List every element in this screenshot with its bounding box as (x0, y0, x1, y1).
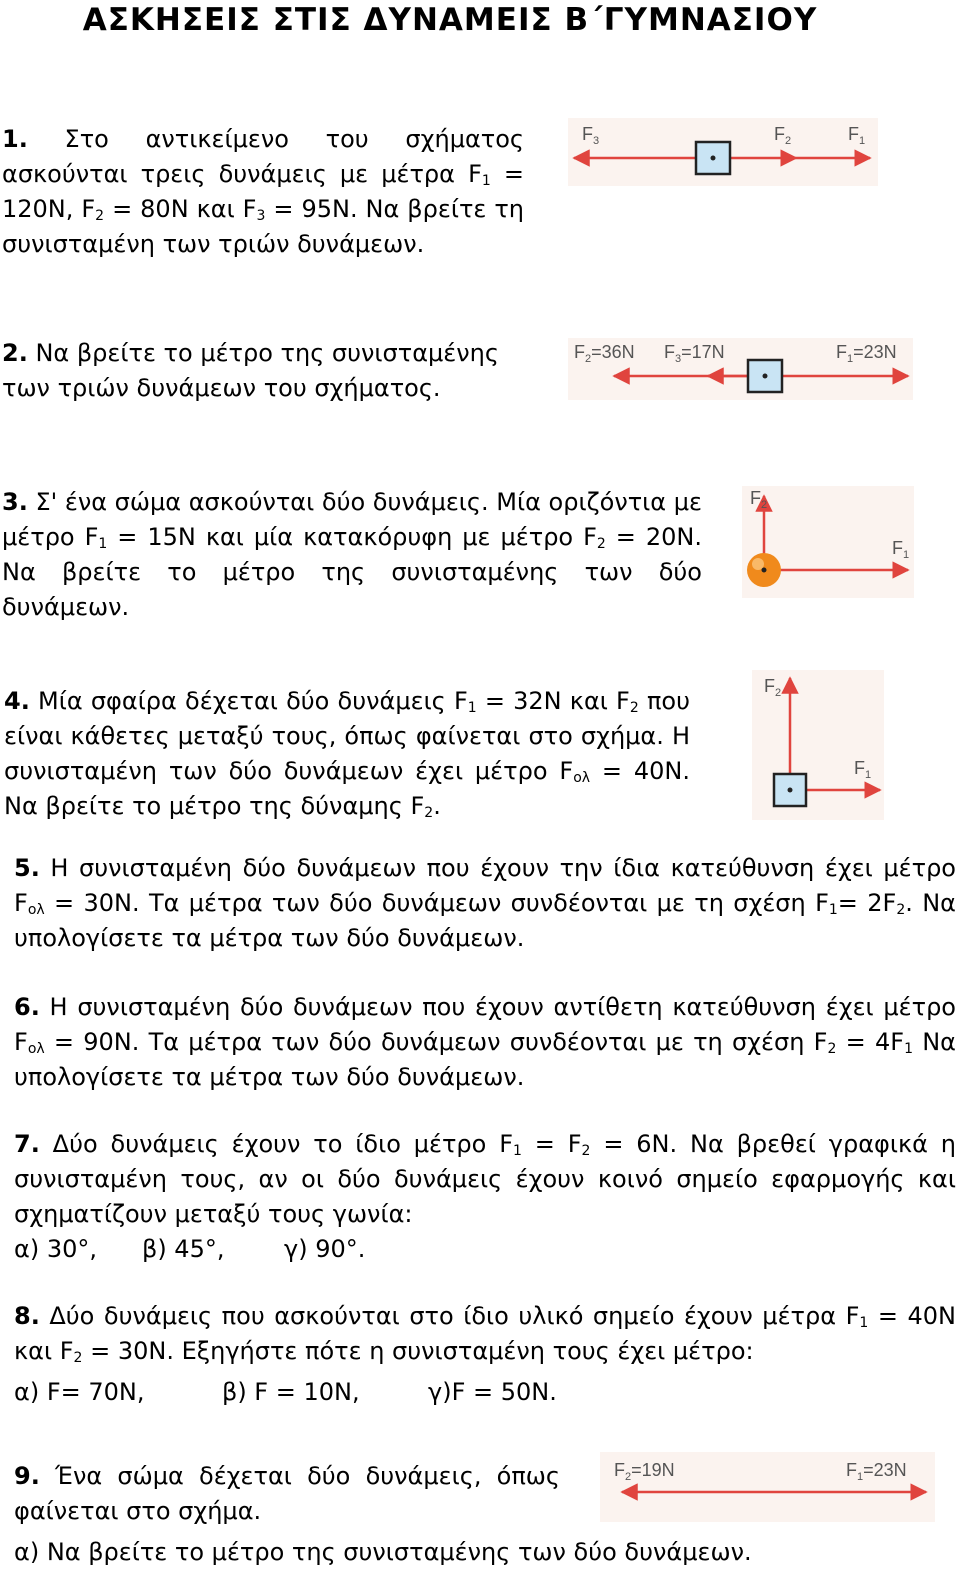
exercise-number: 8. (14, 1302, 40, 1330)
option-a: α) 30°, (14, 1235, 97, 1263)
svg-text:F3=17N: $F_3=17N$ (664, 342, 725, 365)
option-b: β) 45°, (142, 1235, 225, 1263)
svg-text:F1: $F_1$ (848, 124, 866, 147)
exercise-number: 4. (4, 687, 30, 715)
exercise-number: 6. (14, 993, 40, 1021)
exercise-9-text: 9. Ένα σώμα δέχεται δύο δυνάμεις, όπως φαίνεται στο σχήμα. (14, 1462, 560, 1525)
exercise-9-question: α) Να βρείτε το μέτρο της συνισταμένης των δύο δυνάμεων. (14, 1538, 752, 1566)
svg-text:F2: $F_2$ (750, 488, 768, 511)
exercise-6-text: 6. Η συνισταμένη δύο δυνάμεων που έχουν αντίθετη κατεύθυνση έχει μέτρο $F_{o\lambda} = 90N$. Τα μέτρα των δύο δυνάμεων συνδέονται με τη σχέση $F_2 = 4F_1$ Να υπολογίσετε τα μέτρα των δύο δυνάμεων. (14, 993, 956, 1091)
exercise-4-text: 4. Μία σφαίρα δέχεται δύο δυνάμεις $F_1 = 32N$ και $F_2$ που είναι κάθετες μεταξύ τους, όπως φαίνεται στο σχήμα. Η συνισταμένη των δύο δυνάμεων έχει μέτρο $F_{o\lambda} = 40N$. Να βρείτε το μέτρο της δύναμης $F_2$. (4, 687, 690, 821)
exercise-8-options (14, 1375, 714, 1410)
svg-text:F2=36N: $F_2=36N$ (574, 342, 635, 365)
exercise-4-figure (752, 670, 884, 820)
exercise-number: 7. (14, 1130, 40, 1158)
page-title: ΑΣΚΗΣΕΙΣ ΣΤΙΣ ΔΥΝΑΜΕΙΣ Β΄ΓΥΜΝΑΣΙΟΥ (82, 2, 818, 38)
svg-text:F2: $F_2$ (774, 124, 792, 147)
svg-text:F3: $F_3$ (582, 124, 600, 147)
svg-text:F1=23N: $F_1=23N$ (846, 1460, 907, 1483)
exercise-number: 9. (14, 1462, 40, 1490)
option-c: γ)F = 50N. (428, 1378, 557, 1406)
option-a: α) F= 70N, (14, 1378, 145, 1406)
exercise-7-text: 7. Δύο δυνάμεις έχουν το ίδιο μέτρο $F_1 = F_2 = 6N$. Να βρεθεί γραφικά η συνισταμένη τους, αν οι δύο δυνάμεις έχουν κοινό σημείο εφαρμογής και σχηματίζουν μεταξύ τους γωνία: (14, 1130, 957, 1228)
svg-text:F2=19N: $F_2=19N$ (614, 1460, 675, 1483)
svg-text:F1: $F_1$ (854, 758, 872, 781)
exercise-3-text: 3. Σ' ένα σώμα ασκούνται δύο δυνάμεις. Μία οριζόντια με μέτρο $F_1 = 15N$ και μία κατακόρυφη με μέτρο $F_2 = 20N$. Να βρείτε το μέτρο της συνισταμένης των δύο δυνάμεων. (2, 488, 702, 621)
exercise-3-figure (742, 486, 914, 598)
exercise-number: 1. (2, 125, 28, 153)
exercise-7-options (14, 1232, 614, 1267)
exercise-5-text: 5. Η συνισταμένη δύο δυνάμεων που έχουν την ίδια κατεύθυνση έχει μέτρο $F_{o\lambda} = 30N$. Τα μέτρα των δύο δυνάμεων συνδέονται με τη σχέση $F_1= 2F_2$. Να υπολογίσετε τα μέτρα των δύο δυνάμεων. (14, 854, 956, 952)
exercise-number: 5. (14, 854, 40, 882)
option-c: γ) 90°. (284, 1235, 366, 1263)
exercise-9-figure (600, 1452, 935, 1522)
option-b: β) F = 10N, (222, 1378, 360, 1406)
exercise-2-text: 2. Να βρείτε το μέτρο της συνισταμένης των τριών δυνάμεων του σχήματος. (2, 339, 499, 402)
exercise-2-figure (568, 338, 913, 400)
exercise-number: 3. (2, 488, 28, 516)
svg-text:F2: $F_2$ (764, 676, 782, 699)
exercise-1-figure (568, 118, 878, 186)
exercise-number: 2. (2, 339, 28, 367)
exercise-8-text: 8. Δύο δυνάμεις που ασκούνται στο ίδιο υλικό σημείο έχουν μέτρα $F_1 = 40N$ και $F_2 = 30N$. Εξηγήστε πότε η συνισταμένη τους έχει μέτρο: (14, 1302, 956, 1366)
svg-text:F1=23N: $F_1=23N$ (836, 342, 897, 365)
svg-text:F1: $F_1$ (892, 538, 910, 561)
exercise-1-text: 1. Στο αντικείμενο του σχήματος ασκούνται τρεις δυνάμεις με μέτρα $F_1 = 120N$, $F_2 = 80N$ και $F_3 = 95N$. Να βρείτε τη συνισταμένη των τριών δυνάμεων. (2, 125, 524, 258)
